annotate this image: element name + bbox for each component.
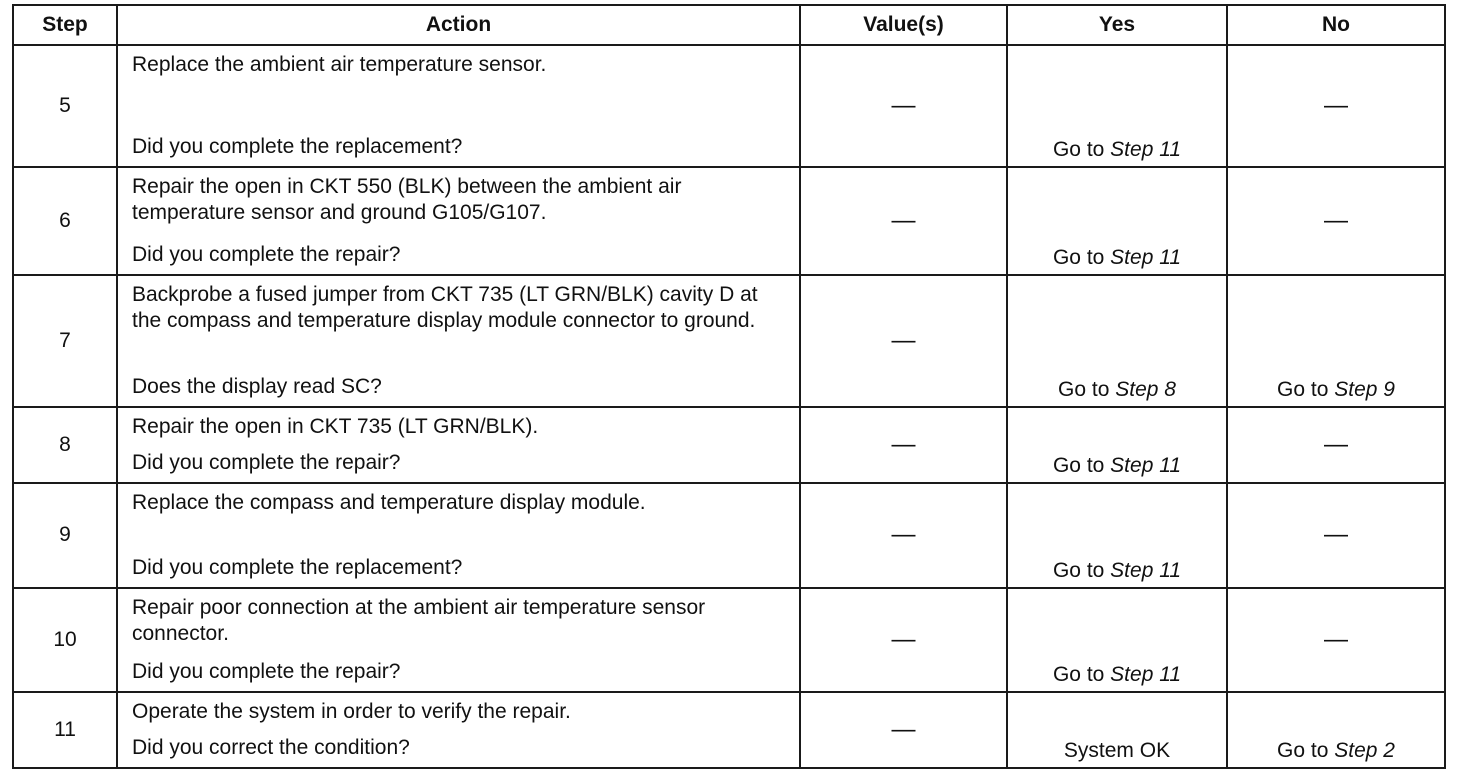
action-instruction: Repair the open in CKT 550 (BLK) between the ambient air temperature sensor and ground G105/G107. <box>132 175 682 225</box>
header-step: Step <box>13 5 117 45</box>
step-number: 8 <box>13 407 117 483</box>
yes-step-link[interactable]: Step 11 <box>1110 453 1182 477</box>
no-dash: — <box>1324 521 1348 549</box>
diagnostic-table <box>12 4 1446 769</box>
table-row <box>13 483 1445 588</box>
action-cell <box>117 275 800 407</box>
action-instruction: Operate the system in order to verify the repair. <box>132 700 571 724</box>
action-question: Did you complete the repair? <box>132 242 401 266</box>
value-cell: — <box>800 407 1007 483</box>
no-dash: — <box>1324 206 1348 234</box>
yes-cell <box>1007 45 1227 167</box>
no-cell <box>1227 588 1445 692</box>
table-row <box>13 692 1445 768</box>
table-row <box>13 275 1445 407</box>
yes-text: System OK <box>1063 739 1171 762</box>
no-cell <box>1227 167 1445 274</box>
value-cell: — <box>800 483 1007 588</box>
action-question: Does the display read SC? <box>132 374 382 398</box>
yes-prefix: Go to <box>1052 453 1111 477</box>
no-dash: — <box>1324 92 1348 120</box>
action-instruction: Replace the compass and temperature display module. <box>132 490 646 514</box>
table-row <box>13 45 1445 167</box>
yes-cell <box>1007 588 1227 692</box>
yes-step-link[interactable]: Step 8 <box>1115 377 1176 401</box>
step-number: 9 <box>13 483 117 588</box>
no-prefix: Go to <box>1277 377 1335 401</box>
step-number: 7 <box>13 275 117 407</box>
header-no: No <box>1227 5 1445 45</box>
no-cell <box>1227 45 1445 167</box>
yes-cell <box>1007 167 1227 274</box>
action-cell <box>117 588 800 692</box>
action-cell <box>117 483 800 588</box>
yes-prefix: Go to <box>1052 245 1111 269</box>
action-question: Did you complete the replacement? <box>132 555 463 579</box>
yes-step-link[interactable]: Step 11 <box>1110 558 1182 582</box>
table-row <box>13 167 1445 274</box>
value-cell: — <box>800 45 1007 167</box>
no-cell <box>1227 407 1445 483</box>
header-row <box>13 5 1445 45</box>
action-instruction: Repair poor connection at the ambient air temperature sensor connector. <box>132 595 706 645</box>
yes-prefix: Go to <box>1052 663 1111 687</box>
no-step-link[interactable]: Step 9 <box>1334 377 1395 401</box>
no-cell <box>1227 483 1445 588</box>
action-instruction: Backprobe a fused jumper from CKT 735 (LT GRN/BLK) cavity D at the compass and temperature display module connector to ground. <box>132 282 758 332</box>
header-values: Value(s) <box>800 5 1007 45</box>
action-question: Did you correct the condition? <box>132 736 410 759</box>
no-cell <box>1227 275 1445 407</box>
yes-prefix: Go to <box>1058 377 1116 401</box>
header-action: Action <box>117 5 800 45</box>
action-instruction: Replace the ambient air temperature sensor. <box>132 53 547 76</box>
yes-cell <box>1007 483 1227 588</box>
action-cell <box>117 45 800 167</box>
no-cell <box>1227 692 1445 768</box>
no-dash: — <box>1324 626 1348 654</box>
value-cell: — <box>800 692 1007 768</box>
action-cell <box>117 692 800 768</box>
yes-step-link[interactable]: Step 11 <box>1110 663 1182 687</box>
step-number: 6 <box>13 167 117 274</box>
value-cell: — <box>800 588 1007 692</box>
yes-cell <box>1007 407 1227 483</box>
no-step-link[interactable]: Step 2 <box>1334 739 1395 762</box>
action-cell <box>117 407 800 483</box>
action-cell <box>117 167 800 274</box>
table-row <box>13 588 1445 692</box>
yes-step-link[interactable]: Step 11 <box>1110 138 1182 162</box>
value-cell: — <box>800 167 1007 274</box>
header-yes: Yes <box>1007 5 1227 45</box>
table-row <box>13 407 1445 483</box>
yes-prefix: Go to <box>1052 558 1111 582</box>
action-instruction: Repair the open in CKT 735 (LT GRN/BLK). <box>132 414 539 438</box>
value-cell: — <box>800 275 1007 407</box>
step-number: 11 <box>13 692 117 768</box>
yes-cell <box>1007 275 1227 407</box>
yes-cell <box>1007 692 1227 768</box>
no-prefix: Go to <box>1277 739 1335 762</box>
yes-step-link[interactable]: Step 11 <box>1110 245 1182 269</box>
step-number: 5 <box>13 45 117 167</box>
yes-prefix: Go to <box>1052 138 1111 162</box>
action-question: Did you complete the repair? <box>132 660 401 684</box>
action-question: Did you complete the repair? <box>132 450 401 474</box>
no-dash: — <box>1324 430 1348 458</box>
action-question: Did you complete the replacement? <box>132 135 463 159</box>
step-number: 10 <box>13 588 117 692</box>
